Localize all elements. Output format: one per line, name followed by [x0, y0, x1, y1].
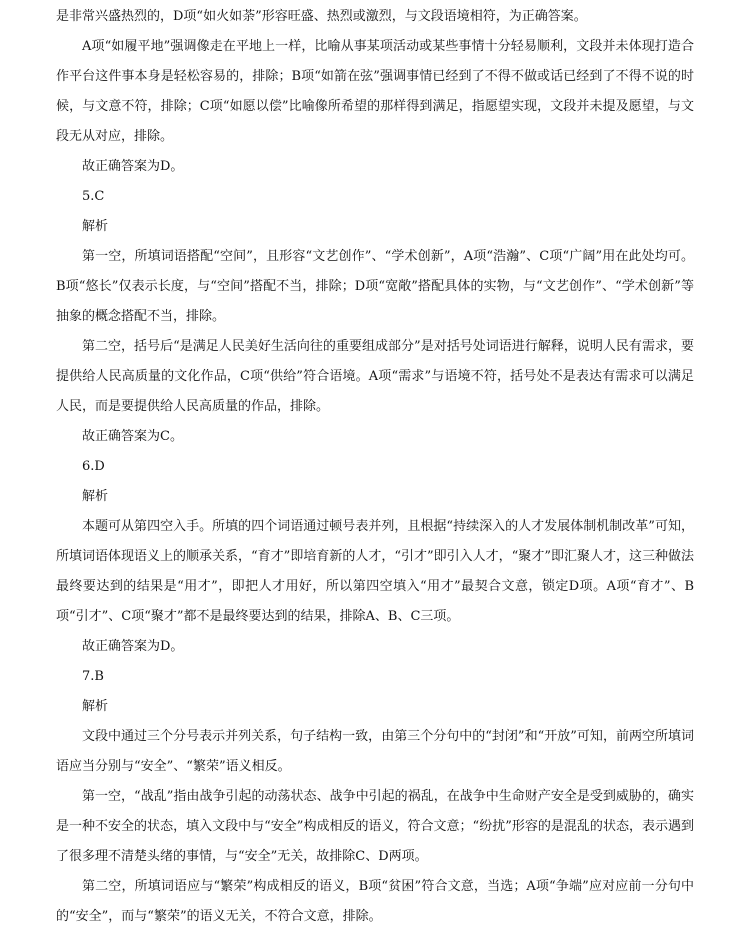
question-number: 5.C	[82, 189, 105, 204]
question-number: 7.B	[82, 669, 104, 684]
answer-line: 故正确答案为D。	[82, 639, 184, 654]
answer-line: 故正确答案为C。	[82, 429, 183, 444]
paragraph: 第一空，“战乱”指由战争引起的动荡状态、战争中引起的祸乱，在战争中生命财产安全是受到威胁的，确实是一种不安全的状态，填入文段中与“安全”构成相反的语义，符合文意；“纷扰”形容的是混乱的状态，表示遇到了很多理不清楚头绪的事情，与“安全”无关，故排除C、D两项。	[56, 789, 694, 864]
paragraph: 文段中通过三个分号表示并列关系，句子结构一致，由第三个分句中的“封闭”和“开放”可知，前两空所填词语应当分别与“安全”、“繁荣”语义相反。	[56, 729, 694, 774]
analysis-heading: 解析	[82, 489, 109, 504]
question-number: 6.D	[82, 459, 105, 474]
paragraph: A项“如履平地”强调像走在平地上一样，比喻从事某项活动或某些事情十分轻易顺利，文段并未体现打造合作平台这件事本身是轻松容易的，排除；B项“如箭在弦”强调事情已经到了不得不做或话已经到了不得不说的时候，与文意不符，排除；C项“如愿以偿”比喻像所希望的那样得到满足，指愿望实现，文段并未提及愿望，与文段无从对应，排除。	[56, 39, 694, 144]
analysis-heading: 解析	[82, 699, 109, 714]
answer-line: 故正确答案为D。	[82, 159, 184, 174]
paragraph: 第二空，括号后“是满足人民美好生活向往的重要组成部分”是对括号处词语进行解释，说明人民有需求，要提供给人民高质量的文化作品，C项“供给”符合语境。A项“需求”与语境不符，括号处不是表达有需求可以满足人民，而是要提供给人民高质量的作品，排除。	[56, 339, 694, 414]
paragraph: 第一空，所填词语搭配“空间”，且形容“文艺创作”、“学术创新”，A项“浩瀚”、C项“广阔”用在此处均可。B项“悠长”仅表示长度，与“空间”搭配不当，排除；D项“宽敞”搭配具体的实物，与“文艺创作”、“学术创新”等抽象的概念搭配不当，排除。	[56, 249, 694, 324]
paragraph: 是非常兴盛热烈的，D项“如火如荼”形容旺盛、热烈或激烈，与文段语境相符，为正确答案。	[56, 9, 587, 24]
paragraph: 第二空，所填词语应与“繁荣”构成相反的语义，B项“贫困”符合文意，当选；A项“争端”应对应前一分句中的“安全”，而与“繁荣”的语义无关，不符合文意，排除。	[56, 879, 694, 924]
paragraph: 本题可从第四空入手。所填的四个词语通过顿号表并列，且根据“持续深入的人才发展体制机制改革”可知，所填词语体现语义上的顺承关系，“育才”即培育新的人才，“引才”即引入人才，“聚才”即汇聚人才，这三种做法最终要达到的结果是“用才”，即把人才用好，所以第四空填入“用才”最契合文意，锁定D项。A项“育才”、B项“引才”、C项“聚才”都不是最终要达到的结果，排除A、B、C三项。	[56, 519, 694, 624]
analysis-heading: 解析	[82, 219, 109, 234]
